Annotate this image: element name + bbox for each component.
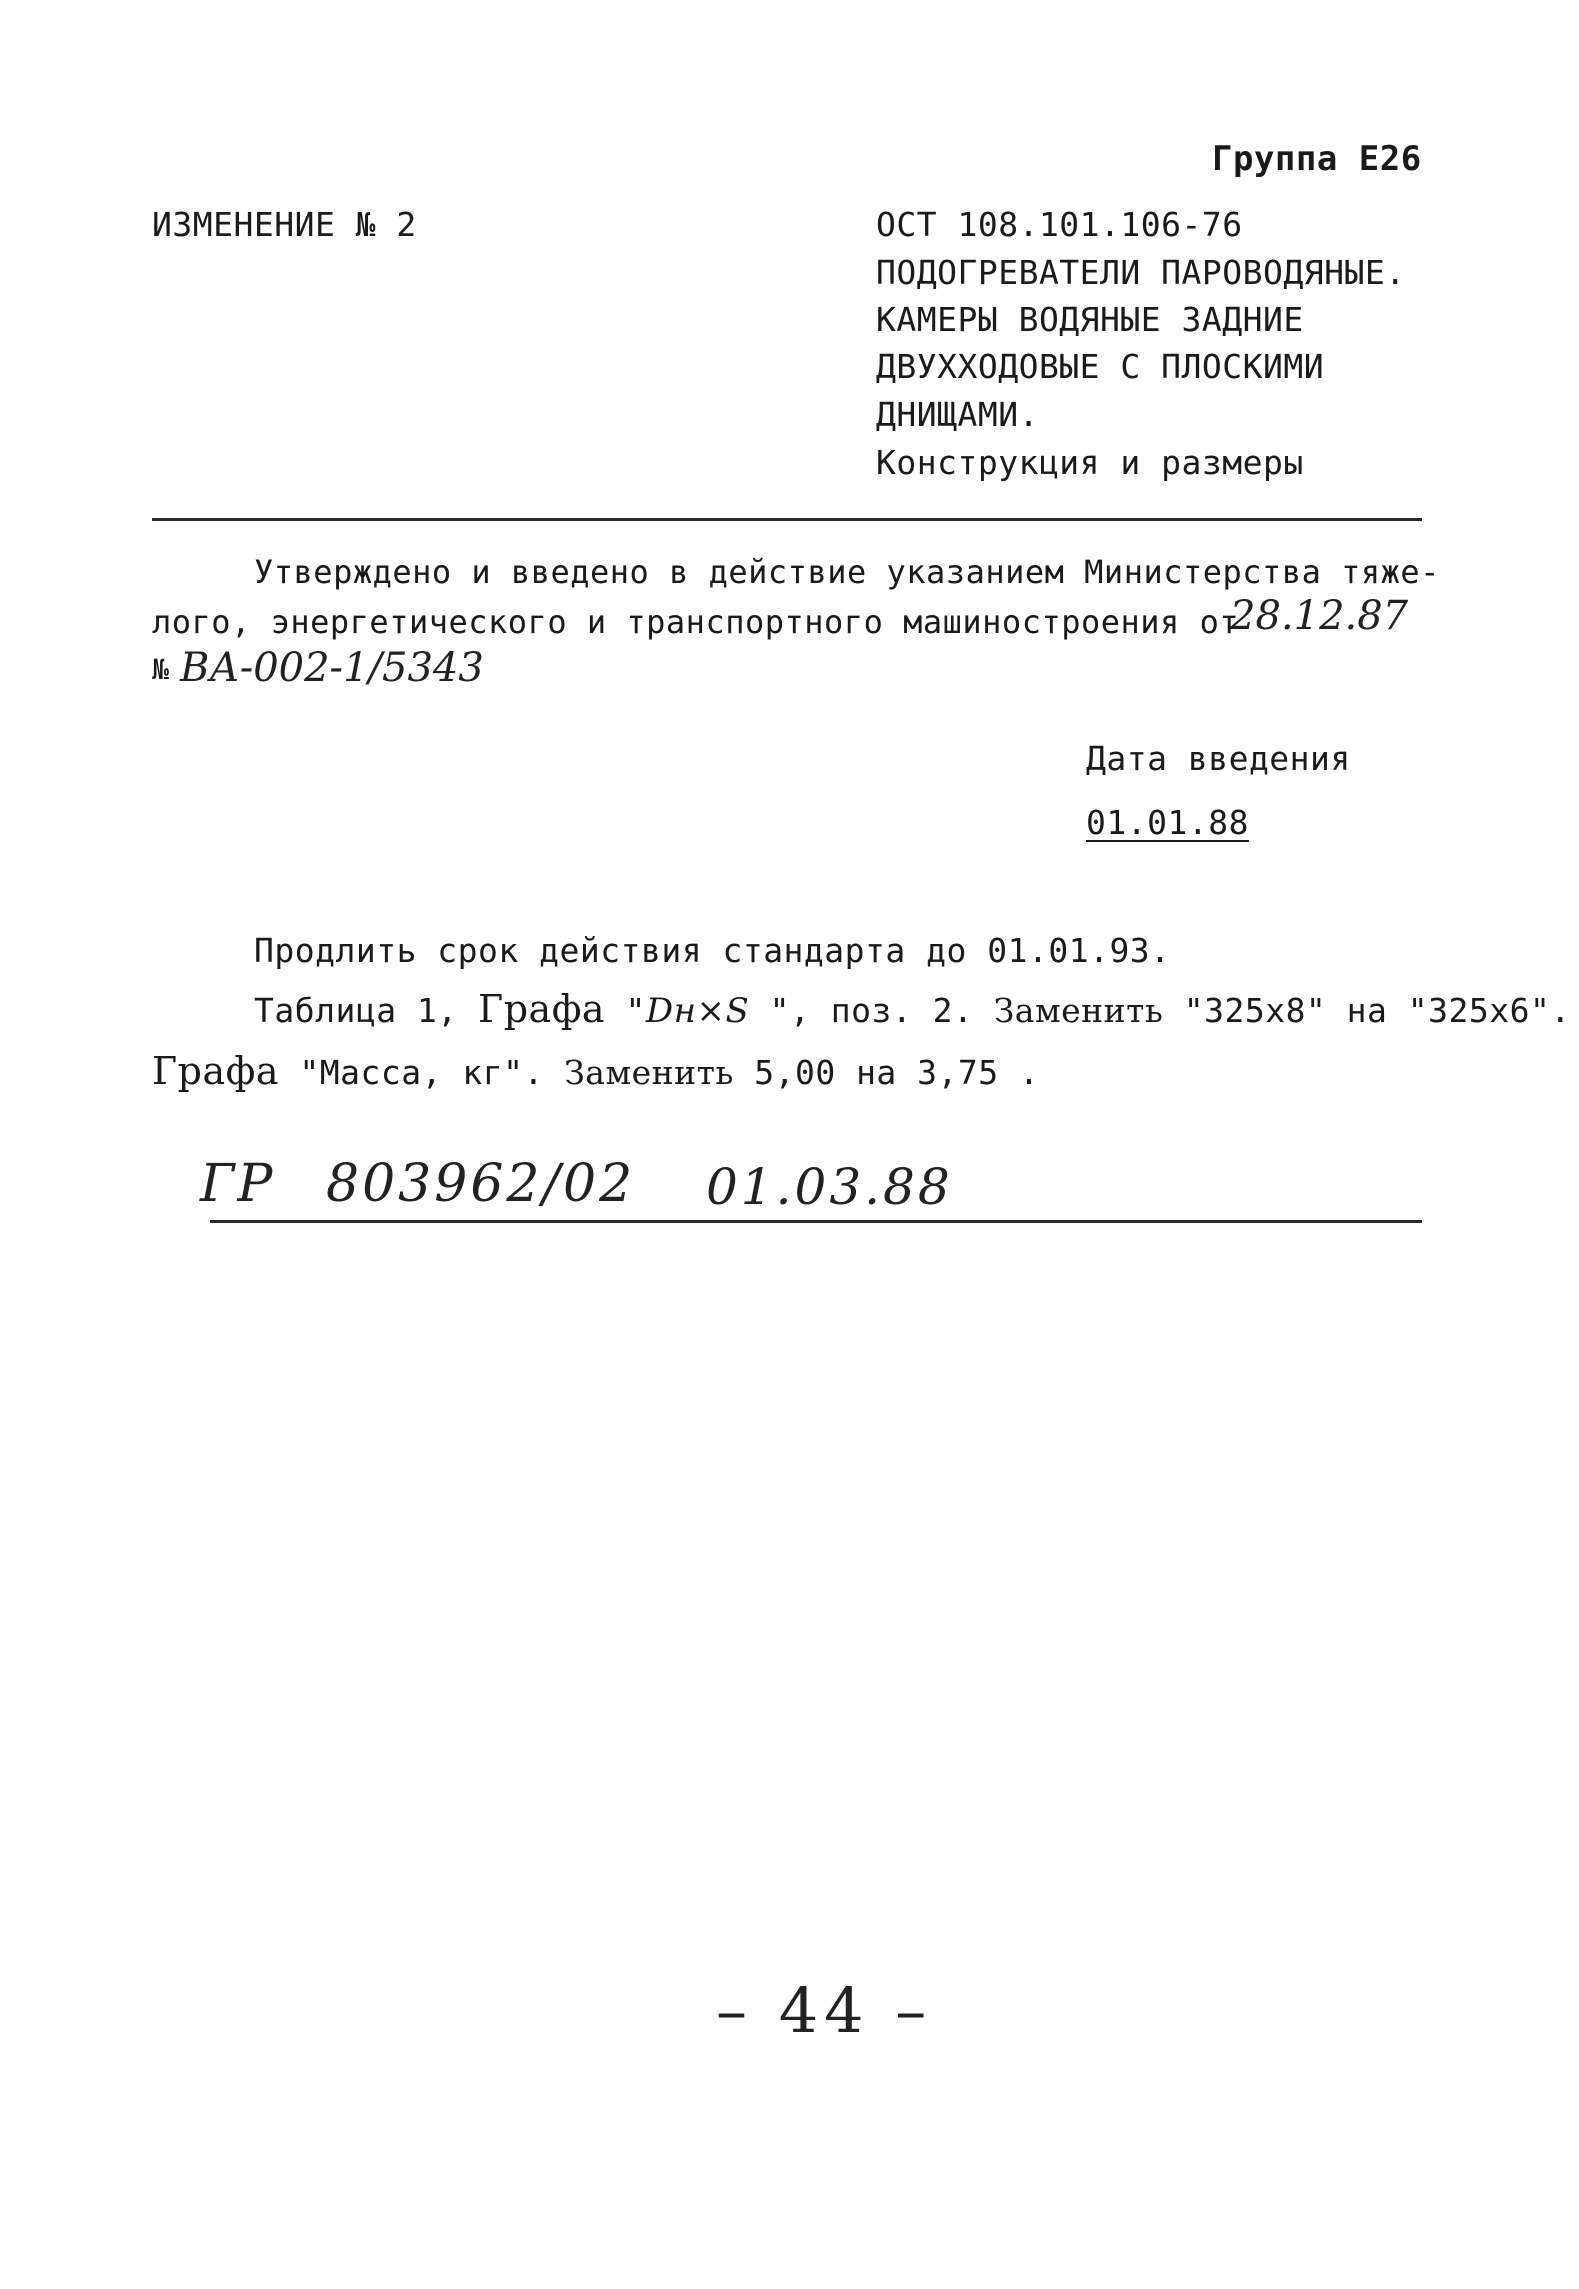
standard-code: ОСТ 108.101.106-76 bbox=[876, 205, 1243, 244]
effective-date: 01.01.88 bbox=[1086, 803, 1249, 842]
replace1-word: Заменить bbox=[993, 991, 1164, 1030]
column2-word: Графа bbox=[152, 1049, 280, 1093]
column2-name: "Масса, кг". bbox=[279, 1053, 565, 1092]
table-prefix: Таблица 1, bbox=[254, 991, 479, 1030]
column1-rest: ", поз. 2. bbox=[749, 991, 994, 1030]
registration-underline bbox=[210, 1220, 1422, 1223]
registration-number: 803962/02 bbox=[326, 1154, 636, 1214]
change-label: ИЗМЕНЕНИЕ № 2 bbox=[152, 205, 417, 244]
replace1-values: "325х8" на "325х6". bbox=[1163, 991, 1571, 1030]
column1-symbol: Dн×S bbox=[645, 991, 750, 1031]
replace2-word: Заменить bbox=[564, 1053, 734, 1092]
header-divider bbox=[152, 518, 1422, 521]
page-number: – 44 – bbox=[716, 1974, 933, 2047]
group-code: Группа Е26 bbox=[1212, 139, 1422, 179]
effective-date-label: Дата введения bbox=[1086, 739, 1351, 778]
title-line-1: ПОДОГРЕВАТЕЛИ ПАРОВОДЯНЫЕ. bbox=[876, 253, 1406, 292]
subtitle: Конструкция и размеры bbox=[876, 443, 1304, 482]
approval-number-prefix: № bbox=[152, 653, 170, 686]
approval-date-handwritten: 28.12.87 bbox=[1230, 593, 1409, 639]
column1-word: Графа bbox=[478, 987, 606, 1031]
approval-line-1: Утверждено и введено в действие указанием Министерства тяже- bbox=[254, 553, 1440, 591]
title-line-4: ДНИЩАМИ. bbox=[876, 395, 1039, 434]
approval-line-2: лого, энергетического и транспортного машиностроения от bbox=[152, 603, 1240, 641]
replace2-values: 5,00 на 3,75 . bbox=[733, 1053, 1040, 1092]
title-line-2: КАМЕРЫ ВОДЯНЫЕ ЗАДНИЕ bbox=[876, 300, 1304, 339]
registration-prefix: ГР bbox=[200, 1154, 276, 1214]
extend-validity-text: Продлить срок действия стандарта до 01.01.93. bbox=[254, 931, 1171, 970]
table-change-line bbox=[254, 987, 1571, 1031]
title-line-3: ДВУХХОДОВЫЕ С ПЛОСКИМИ bbox=[876, 347, 1325, 386]
registration-date: 01.03.88 bbox=[706, 1158, 953, 1216]
approval-number-handwritten: ВА-002-1/5343 bbox=[180, 645, 484, 691]
column1-name-open: " bbox=[605, 991, 646, 1030]
mass-change-line bbox=[152, 1049, 1040, 1093]
